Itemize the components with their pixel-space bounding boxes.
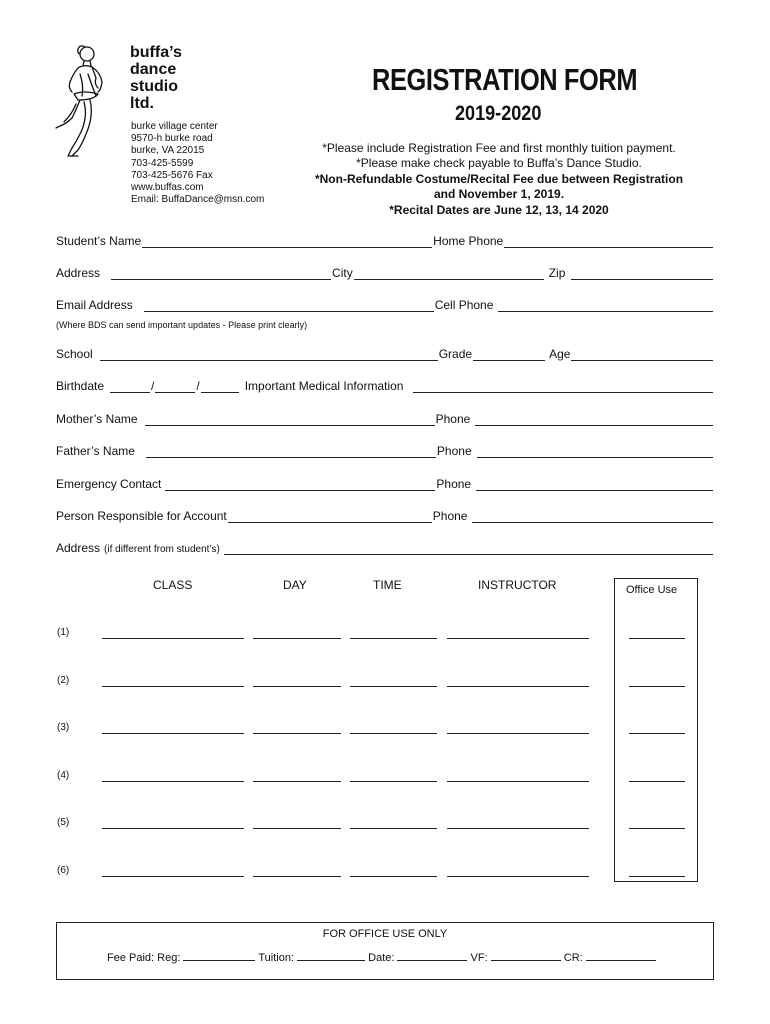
office-use-label: Office Use bbox=[626, 584, 678, 596]
father-name-field[interactable] bbox=[146, 447, 436, 458]
notice-line: *Please make check payable to Buffa’s Dance Studio. bbox=[356, 156, 642, 171]
tuition-field[interactable] bbox=[297, 951, 365, 961]
date-separator: / bbox=[196, 379, 200, 393]
birthdate-label: Birthdate bbox=[56, 379, 105, 393]
fee-paid-label: Fee Paid: bbox=[107, 952, 155, 964]
class-row-number: (3) bbox=[57, 722, 70, 734]
instructor-header: INSTRUCTOR bbox=[478, 578, 557, 592]
email: Email: BuffaDance@msn.com bbox=[131, 194, 265, 206]
office-use-box bbox=[614, 578, 698, 882]
row-emergency bbox=[56, 477, 714, 491]
mother-name-label: Mother’s Name bbox=[56, 412, 138, 426]
class-field[interactable] bbox=[102, 686, 244, 687]
form-year: 2019-2020 bbox=[455, 102, 542, 125]
office-fields bbox=[107, 951, 656, 964]
reg-field[interactable] bbox=[183, 951, 255, 961]
instructor-field[interactable] bbox=[447, 781, 589, 782]
grade-field[interactable] bbox=[473, 350, 545, 361]
class-row-number: (1) bbox=[57, 627, 70, 638]
row-school bbox=[56, 347, 714, 361]
office-use-field[interactable] bbox=[629, 733, 685, 734]
studio-name-line: dance bbox=[130, 61, 177, 78]
notice-line: *Recital Dates are June 12, 13, 14 2020 bbox=[389, 202, 609, 217]
time-field[interactable] bbox=[350, 638, 437, 639]
dancer-illustration bbox=[54, 44, 114, 160]
school-field[interactable] bbox=[100, 350, 438, 361]
row-alt-address bbox=[56, 541, 714, 555]
emergency-phone-label: Phone bbox=[436, 477, 472, 491]
time-field[interactable] bbox=[350, 828, 437, 829]
mother-phone-label: Phone bbox=[435, 412, 471, 426]
date-separator: / bbox=[151, 379, 155, 393]
class-row-number: (2) bbox=[57, 674, 70, 686]
row-email bbox=[56, 298, 714, 312]
address-label: Address bbox=[56, 266, 101, 280]
instructor-field[interactable] bbox=[447, 638, 589, 639]
mother-name-field[interactable] bbox=[145, 415, 435, 426]
class-field[interactable] bbox=[102, 876, 244, 877]
row-father bbox=[56, 444, 714, 458]
address-line: burke village center bbox=[131, 121, 218, 132]
home-phone-field[interactable] bbox=[504, 237, 713, 248]
email-note: (Where BDS can send important updates - Please print clearly) bbox=[56, 320, 308, 330]
responsible-label: Person Responsible for Account bbox=[56, 509, 227, 523]
emergency-contact-label: Emergency Contact bbox=[56, 477, 162, 491]
responsible-phone-label: Phone bbox=[432, 509, 468, 523]
vf-field[interactable] bbox=[491, 951, 561, 961]
time-header: TIME bbox=[373, 578, 402, 592]
zip-label: Zip bbox=[548, 266, 566, 280]
row-mother bbox=[56, 412, 714, 426]
office-use-field[interactable] bbox=[629, 781, 685, 782]
notice-line: and November 1, 2019. bbox=[433, 187, 565, 202]
cell-phone-label: Cell Phone bbox=[434, 298, 494, 312]
tuition-label: Tuition: bbox=[258, 952, 294, 964]
city-field[interactable] bbox=[354, 269, 544, 280]
class-header: CLASS bbox=[153, 578, 193, 592]
office-use-field[interactable] bbox=[629, 876, 685, 877]
time-field[interactable] bbox=[350, 876, 437, 877]
cr-label: CR: bbox=[563, 952, 583, 964]
day-field[interactable] bbox=[253, 828, 341, 829]
studio-address bbox=[131, 121, 264, 206]
address-line: burke, VA 22015 bbox=[131, 145, 205, 157]
row-address bbox=[56, 266, 714, 280]
website: www.buffas.com bbox=[131, 182, 204, 194]
student-name-label: Student’s Name bbox=[56, 234, 142, 248]
alt-address-note: (if different from student’s) bbox=[104, 544, 220, 555]
day-field[interactable] bbox=[253, 876, 341, 877]
reg-label: Reg: bbox=[157, 952, 181, 964]
age-label: Age bbox=[549, 347, 571, 361]
date-label: Date: bbox=[368, 952, 395, 964]
medical-label: Important Medical Information bbox=[244, 379, 404, 393]
student-name-field[interactable] bbox=[142, 237, 432, 248]
class-field[interactable] bbox=[102, 638, 244, 639]
mother-phone-field[interactable] bbox=[475, 415, 713, 426]
father-name-label: Father’s Name bbox=[56, 444, 135, 458]
instructor-field[interactable] bbox=[447, 686, 589, 687]
emergency-phone-field[interactable] bbox=[476, 480, 713, 491]
office-use-field[interactable] bbox=[629, 638, 685, 639]
date-field[interactable] bbox=[397, 951, 467, 961]
day-field[interactable] bbox=[253, 686, 341, 687]
time-field[interactable] bbox=[350, 733, 437, 734]
row-birthdate bbox=[56, 379, 714, 393]
cr-field[interactable] bbox=[586, 951, 656, 961]
email-field[interactable] bbox=[144, 301, 434, 312]
father-phone-label: Phone bbox=[436, 444, 472, 458]
address-line: 9570-h burke road bbox=[131, 133, 213, 145]
row-student bbox=[56, 234, 714, 248]
grade-label: Grade bbox=[438, 347, 473, 361]
instructor-field[interactable] bbox=[447, 876, 589, 877]
class-field[interactable] bbox=[102, 781, 244, 782]
emergency-contact-field[interactable] bbox=[165, 480, 435, 491]
studio-name-line: ltd. bbox=[130, 95, 154, 112]
studio-name-line: studio bbox=[130, 78, 178, 95]
home-phone-label: Home Phone bbox=[433, 234, 504, 248]
instructor-field[interactable] bbox=[447, 733, 589, 734]
notice-line: *Non-Refundable Costume/Recital Fee due between Registration bbox=[314, 171, 684, 186]
zip-field[interactable] bbox=[571, 269, 713, 280]
studio-name bbox=[130, 44, 182, 112]
cell-phone-field[interactable] bbox=[498, 301, 713, 312]
vf-label: VF: bbox=[470, 952, 488, 964]
class-field[interactable] bbox=[102, 733, 244, 734]
class-field[interactable] bbox=[102, 828, 244, 829]
instructor-field[interactable] bbox=[447, 828, 589, 829]
birth-month-field[interactable] bbox=[110, 382, 150, 393]
email-label: Email Address bbox=[56, 298, 133, 312]
day-field[interactable] bbox=[253, 638, 341, 639]
day-field[interactable] bbox=[253, 781, 341, 782]
father-phone-field[interactable] bbox=[477, 447, 713, 458]
day-field[interactable] bbox=[253, 733, 341, 734]
row-responsible bbox=[56, 509, 714, 523]
time-field[interactable] bbox=[350, 686, 437, 687]
address-field[interactable] bbox=[111, 269, 331, 280]
alt-address-field[interactable] bbox=[224, 544, 713, 555]
birth-year-field[interactable] bbox=[201, 382, 239, 393]
phone-number: 703-425-5599 bbox=[131, 157, 194, 169]
form-title: REGISTRATION FORM bbox=[372, 62, 638, 97]
studio-name-line: buffa’s bbox=[130, 44, 182, 61]
office-use-field[interactable] bbox=[629, 828, 685, 829]
day-header: DAY bbox=[283, 578, 307, 592]
office-only-title: FOR OFFICE USE ONLY bbox=[322, 928, 448, 940]
responsible-phone-field[interactable] bbox=[472, 512, 713, 523]
class-row-number: (5) bbox=[57, 817, 70, 829]
city-label: City bbox=[332, 266, 353, 280]
class-row-number: (4) bbox=[57, 769, 70, 781]
notices bbox=[288, 141, 710, 218]
notice-line: *Please include Registration Fee and first monthly tuition payment. bbox=[322, 141, 676, 155]
alt-address-label: Address bbox=[56, 541, 101, 555]
office-use-field[interactable] bbox=[629, 686, 685, 687]
medical-field[interactable] bbox=[413, 382, 713, 393]
school-label: School bbox=[56, 347, 93, 361]
time-field[interactable] bbox=[350, 781, 437, 782]
birth-day-field[interactable] bbox=[155, 382, 195, 393]
class-row-number: (6) bbox=[57, 865, 70, 876]
age-field[interactable] bbox=[571, 350, 713, 361]
responsible-field[interactable] bbox=[228, 512, 432, 523]
fax-number: 703-425-5676 Fax bbox=[131, 169, 213, 181]
